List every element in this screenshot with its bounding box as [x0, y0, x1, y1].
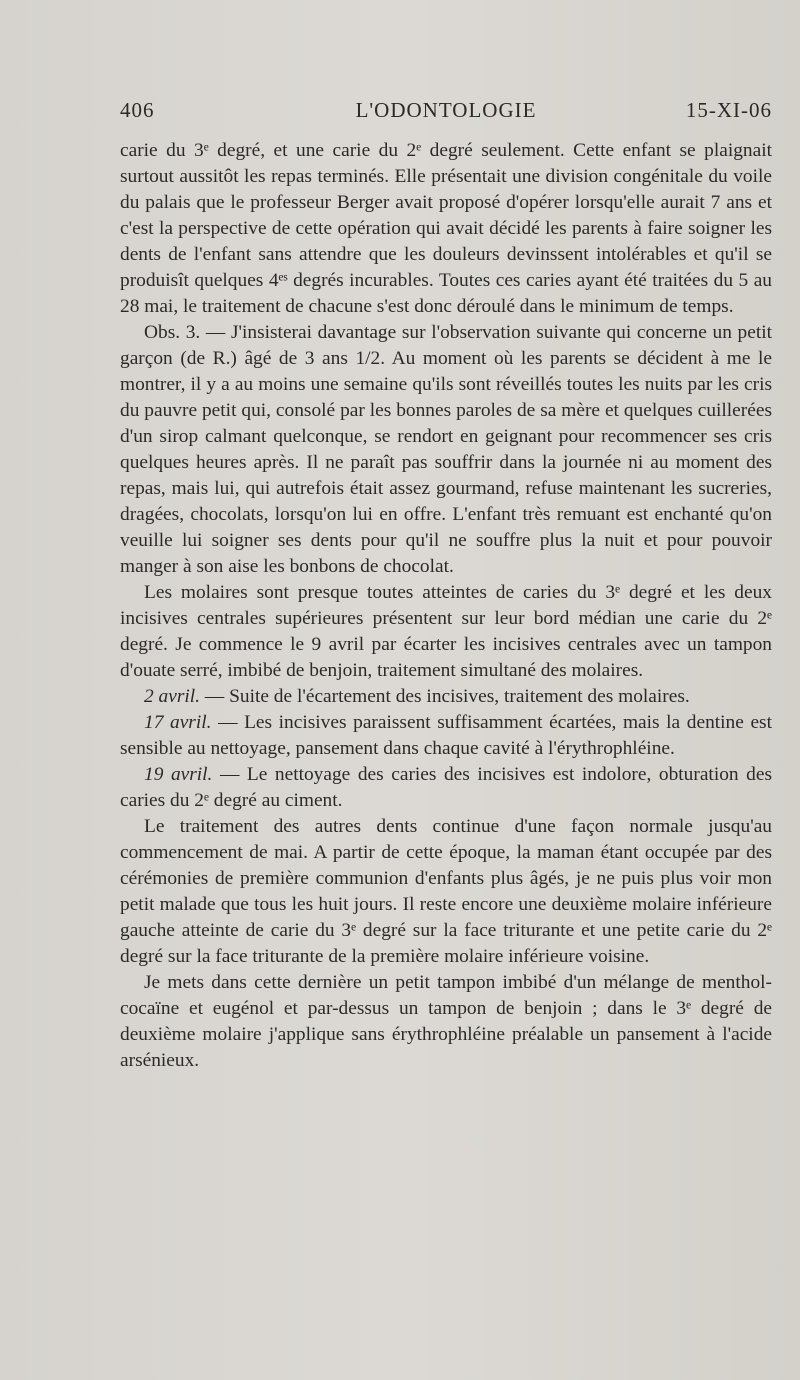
paragraph-menthol: Je mets dans cette dernière un petit tampon imbibé d'un mélange de menthol-cocaïne et eugénol et par-dessus un tampon de benjoin ; dans le 3ᵉ degré de deuxième molaire j'applique sans érythrophléine préalable un pansement à l'acide arsénieux. [120, 972, 772, 1071]
dated-entry [120, 684, 772, 710]
paragraph-traitement: Le traitement des autres dents continue d'une façon normale jusqu'au commencement de mai. A partir de cette époque, la maman étant occupée par des cérémonies de première communion d'enfants plus âgés, je ne puis plus voir mon petit malade que tous les huit jours. Il reste encore une deuxième molaire inférieure gauche atteinte de carie du 3ᵉ degré sur la face triturante et une petite carie du 2ᵉ degré sur la face triturante de la première molaire inférieure voisine. [120, 816, 772, 967]
entry-text: — Les incisives paraissent suffisamment écartées, mais la dentine est sensible au nettoyage, pansement dans chaque cavité à l'érythrophléine. [120, 712, 772, 759]
running-head [120, 98, 772, 128]
entry-date: 2 avril. [144, 686, 201, 707]
dated-entry [120, 710, 772, 762]
entry-text: — Le nettoyage des caries des incisives est indolore, obturation des caries du 2ᵉ degré au ciment. [120, 764, 772, 811]
journal-title: L'ODONTOLOGIE [355, 98, 537, 122]
entry-text: — Suite de l'écartement des incisives, traitement des molaires. [200, 686, 690, 707]
paragraph-molaires: Les molaires sont presque toutes atteintes de caries du 3ᵉ degré et les deux incisives centrales supérieures présentent sur leur bord médian une carie du 2ᵉ degré. Je commence le 9 avril par écarter les incisives centrales avec un tampon d'ouate serré, imbibé de benjoin, traitement simultané des molaires. [120, 582, 772, 681]
paragraph-obs-3: Obs. 3. — J'insisterai davantage sur l'observation suivante qui concerne un petit garçon (de R.) âgé de 3 ans 1/2. Au moment où les parents se décident à me le montrer, il y a au moins une semaine qu'ils sont réveillés toutes les nuits par les cris du pauvre petit qui, consolé par les bonnes paroles de sa mère et quelques cuillerées d'un sirop calmant quelconque, se rendort en geignant pour recommencer ses cris quelques heures après. Il ne paraît pas souffrir dans la journée ni au moment des repas, mais lui, qui autrefois était assez gourmand, refuse maintenant les sucreries, dragées, chocolats, lorsqu'on lui en offre. L'enfant très remuant est enchanté qu'on veuille lui soigner ses dents pour qu'il ne souffre plus la nuit et pour pouvoir manger à son aise les bonbons de chocolat. [120, 322, 772, 577]
issue-date: 15-XI-06 [685, 98, 772, 122]
entry-date: 17 avril. [144, 712, 212, 733]
dated-entry [120, 762, 772, 814]
paragraph-continuation: carie du 3ᵉ degré, et une carie du 2ᵉ degré seulement. Cette enfant se plaignait surtout aussitôt les repas terminés. Elle présentait une division congénitale du voile du palais que le professeur Berger avait proposé d'opérer lorsqu'elle aurait 7 ans et c'est la perspective de cette opération qui avait décidé les parents à faire soigner les dents de l'enfant sans attendre que les douleurs devinssent intolérables et qu'il se produisît quelques 4ᵉˢ degrés incurables. Toutes ces caries ayant été traitées du 5 au 28 mai, le traitement de chacune s'est donc déroulé dans le minimum de temps. [120, 140, 772, 317]
body-text [120, 138, 772, 1074]
entry-date: 19 avril. [144, 764, 213, 785]
page-number: 406 [120, 98, 155, 122]
